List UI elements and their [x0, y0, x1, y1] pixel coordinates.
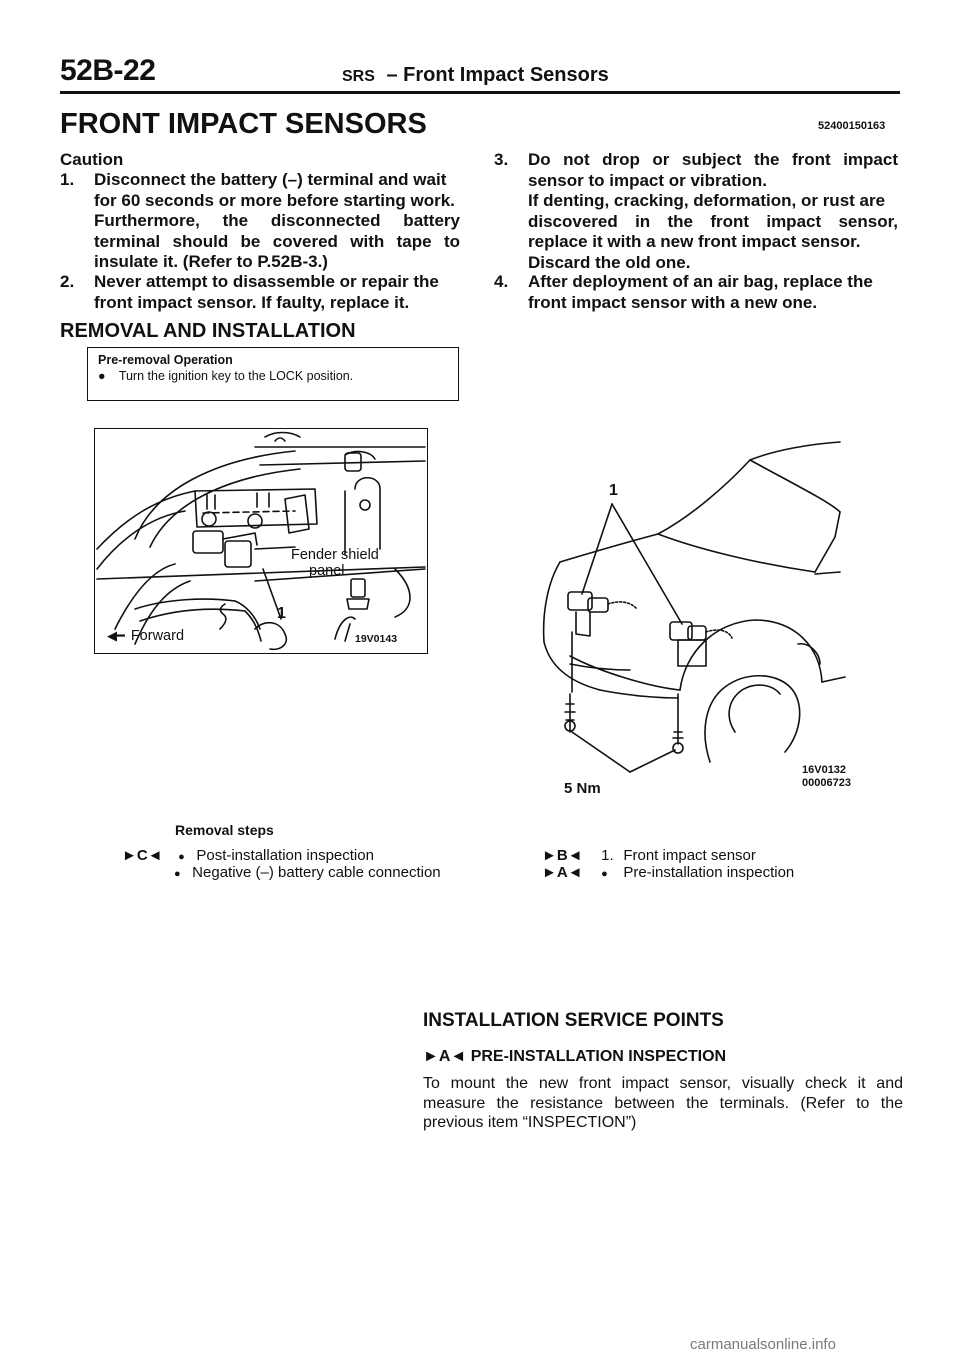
- caution-item-2: [60, 272, 460, 314]
- section-abbrev: SRS: [342, 68, 375, 85]
- figure-code-right-1: 16V0132: [802, 764, 847, 776]
- car-front-drawing: [510, 432, 860, 780]
- caution-item-number: 4.: [494, 272, 509, 291]
- watermark: carmanualsonline.info: [690, 1336, 836, 1353]
- torque-label: 5 Nm: [564, 780, 601, 797]
- label-fender-shield: Fender shield: [291, 547, 379, 563]
- bullet-icon: ●: [178, 851, 185, 863]
- label-panel: panel: [309, 563, 345, 579]
- removal-installation-title: REMOVAL AND INSTALLATION: [60, 320, 356, 342]
- label-part-1: 1: [277, 605, 286, 622]
- caution-heading: Caution: [60, 150, 124, 169]
- header-rule: [60, 91, 900, 94]
- pre-removal-item-text: Turn the ignition key to the LOCK position.: [118, 369, 354, 383]
- pre-installation-title: PRE-INSTALLATION INSPECTION: [470, 1048, 727, 1065]
- engine-bay-drawing: [95, 429, 426, 652]
- step-text: Pre-installation inspection: [623, 864, 795, 881]
- caution-line: insulate it. (Refer to P.52B-3.): [94, 252, 328, 271]
- service-points-title: INSTALLATION SERVICE POINTS: [423, 1010, 724, 1031]
- caution-line: discovered in the front impact sensor,: [528, 211, 898, 231]
- caution-line: If denting, cracking, deformation, or rust are: [528, 191, 886, 210]
- arrow-left-icon: ◀━: [107, 628, 125, 643]
- caution-line: front impact sensor with a new one.: [528, 292, 818, 312]
- caution-line: front impact sensor. If faulty, replace it.: [94, 292, 410, 312]
- label-part-1-right: 1: [609, 482, 618, 499]
- caution-item-4: [494, 272, 904, 314]
- forward-indicator: [107, 628, 184, 644]
- pre-removal-box: [87, 347, 459, 401]
- removal-steps-title: Removal steps: [175, 822, 274, 838]
- running-title-text: Front Impact Sensors: [403, 64, 609, 86]
- figure-code-left: 19V0143: [355, 633, 398, 645]
- step-number: 1.: [601, 847, 614, 864]
- caution-line: sensor to impact or vibration.: [528, 170, 767, 190]
- caution-line: Never attempt to disassemble or repair the: [94, 272, 439, 291]
- pre-installation-subtitle: [423, 1048, 726, 1066]
- step-left-2: [174, 863, 441, 884]
- service-mark: ►C◄: [122, 847, 163, 864]
- figure-code-right-2: 00006723: [802, 777, 851, 789]
- caution-item-number: 1.: [60, 170, 75, 189]
- document-code: 52400150163: [818, 120, 886, 132]
- step-right-2: [542, 863, 794, 884]
- caution-item-number: 2.: [60, 272, 75, 291]
- caution-line: Discard the old one.: [528, 252, 691, 272]
- service-mark: ►A◄: [542, 864, 583, 881]
- step-text: Negative (–) battery cable connection: [192, 864, 441, 881]
- caution-line: Furthermore, the disconnected battery: [94, 211, 460, 230]
- step-text: Front impact sensor: [623, 847, 756, 864]
- caution-line: Do not drop or subject the front impact: [528, 150, 898, 169]
- section-title: FRONT IMPACT SENSORS: [60, 108, 427, 140]
- caution-item-number: 3.: [494, 150, 509, 169]
- bullet-icon: ●: [601, 868, 608, 880]
- title-separator: –: [386, 64, 398, 86]
- label-forward: Forward: [130, 628, 185, 644]
- caution-item-1: [60, 170, 460, 274]
- page-number: 52B-22: [60, 54, 156, 87]
- pre-removal-item: [98, 369, 448, 383]
- caution-item-3: [494, 150, 904, 274]
- caution-line: terminal should be covered with tape to: [94, 231, 460, 251]
- step-text: Post-installation inspection: [196, 847, 374, 864]
- pre-removal-heading: Pre-removal Operation: [98, 353, 233, 367]
- running-title: [342, 64, 609, 87]
- service-mark: ►B◄: [542, 847, 583, 864]
- caution-line: Disconnect the battery (–) terminal and wait: [94, 170, 447, 189]
- car-front-illustration: [510, 432, 860, 797]
- bullet-icon: ●: [98, 369, 106, 383]
- caution-line: After deployment of an air bag, replace the: [528, 272, 873, 291]
- caution-line: replace it with a new front impact sensor.: [528, 232, 861, 251]
- bullet-icon: ●: [174, 868, 181, 880]
- service-mark: ►A◄: [423, 1048, 467, 1065]
- engine-bay-illustration: [94, 428, 428, 654]
- caution-line: for 60 seconds or more before starting work.: [94, 190, 455, 210]
- pre-installation-body: To mount the new front impact sensor, visually check it and measure the resistance between the terminals. (Refer to the previous item “INSPECTION”): [423, 1075, 903, 1131]
